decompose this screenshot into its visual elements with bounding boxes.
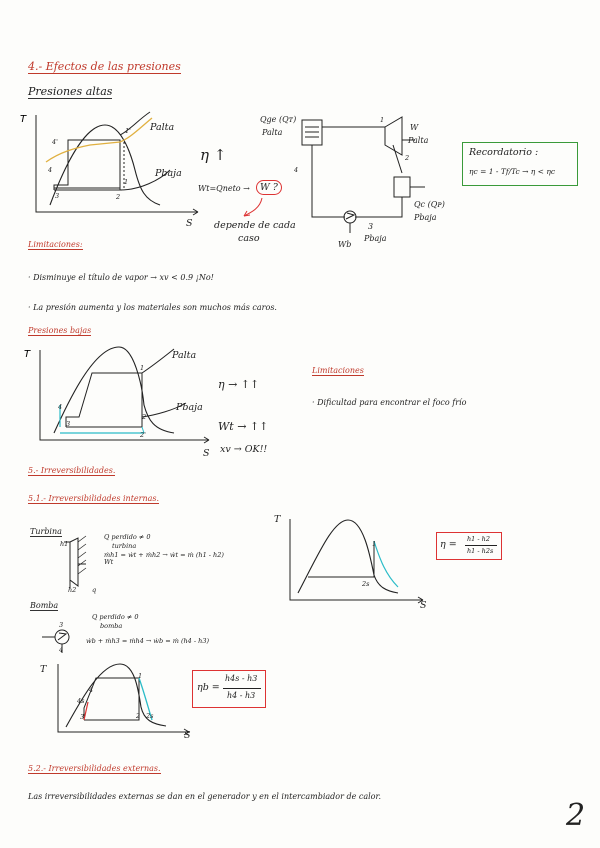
turbina-h1: h1 [60,540,69,548]
fig3-axis-s: S [420,600,427,611]
bomba-note2: bomba [100,622,123,630]
fig4-point-2: 2 [136,712,141,720]
turbina-w: Wt [104,558,114,566]
fig1-point-4: 4 [48,166,53,174]
pump-eta-den: h4 - h3 [227,691,256,700]
cycle-node-3: 3 [368,222,374,231]
cycle-wb-label: Wb [338,240,352,249]
fig1-point-1: 1 [124,178,129,186]
cycle-pbaja-bottom: Pbaja [364,234,387,243]
turbine-eta-symbol: η = [440,539,457,550]
pump-eta-num: h4s - h3 [225,674,258,683]
fig4-axis-s: S [184,730,191,741]
section-4-heading: 4.- Efectos de las presiones [28,60,181,73]
svg-text:T: T [24,349,31,360]
recordatorio-box [462,142,578,186]
turbina-note2: turbina [112,542,137,550]
limitaciones-heading: Limitaciones: [28,240,83,249]
fig4-point-1: 1 [138,672,143,680]
eta-up-text: η ↑ [200,146,227,164]
cycle-palta-right: Palta [408,136,429,145]
fig1-point-2: 2 [116,193,121,201]
turbine-eta-den: h1 - h2s [467,547,494,555]
bomba-label: Bomba [30,601,59,610]
turbina-q: q [92,586,97,594]
limitacion-2: · La presión aumenta y los materiales son muchos más caros. [28,303,277,312]
fig1-point-3: 3 [55,192,60,200]
cycle-qc-label: Qc (Qᴘ) [414,200,445,209]
bomba-node-3: 3 [59,621,64,629]
page-number: 2 [566,798,586,833]
fig4-point-3: 3 [80,713,85,721]
recordatorio-title: Recordatorio : [469,147,539,158]
section-52-text: Las irreversibilidades externas se dan en el generador y en el intercambiador de calor. [28,792,381,801]
turbina-label: Turbina [30,527,62,536]
fig1-axis-t: T [20,114,27,125]
cycle-node-1: 1 [380,116,385,124]
fig3-point-1: 1 [372,540,377,548]
fig2-palta-label: Palta [172,350,197,361]
fig3-point-2s: 2s [362,580,370,588]
fig2-point-2p: 2' [140,431,146,439]
fig2-pbaja-label: Pbaja [176,402,203,413]
fig2-point-1: 1 [140,364,145,372]
fig2-point-4: 4 [58,403,63,411]
turbina-note1: Q perdido ≠ 0 [104,533,151,541]
effect-wt: Wt → ↑↑ [218,420,269,433]
limitaciones-2-heading: Limitaciones [312,366,364,375]
fig1-pbaja-label: Pbaja [155,168,182,179]
fig4-axis-t: T [40,664,47,675]
cycle-node-2: 2 [405,154,410,162]
turbina-equation: ṁh1 = ẇt + ṁh2 → ẇt = ṁ (h1 - h2) [104,551,224,559]
section-5-heading: 5.- Irreversibilidades. [28,466,116,475]
section-51-heading: 5.1.- Irreversibilidades internas. [28,494,160,503]
turbina-h2: h2 [68,586,77,594]
fig2-point-3: 3 [66,420,71,428]
cycle-pbaja-right: Pbaja [414,213,437,222]
fig4-point-4: 4 [89,686,94,694]
cycle-w-label: W [410,123,419,132]
bomba-equation: ẇb + ṁh3 = ṁh4 → ẇb = ṁ (h4 - h3) [86,637,210,645]
ts-diagram-turbine [278,515,428,611]
limitacion-1: · Disminuye el título de vapor → xv < 0.9 ¡No! [28,273,214,282]
w-question-circle: W ? [256,180,282,195]
pump-eta-symbol: ηb = [197,682,220,693]
w-equals-qneto: Wt=Qneto → [198,184,250,193]
presiones-altas-heading: Presiones altas [28,85,113,98]
bomba-note1: Q perdido ≠ 0 [92,613,139,621]
bomba-node-4: 4 [59,646,64,654]
fig1-axis-s: S [186,218,193,229]
caso-text: caso [238,233,260,244]
fig2-axis-s: S [203,448,210,459]
depende-text: depende de cada [214,220,296,231]
cycle-node-4: 4 [294,166,299,174]
fig1-palta-label: Palta [150,122,175,133]
turbine-eta-num: h1 - h2 [467,535,490,543]
ts-diagram-low-pressure [24,345,224,455]
cycle-qgen-label: Qge (Qᴛ) [260,115,297,124]
effect-eta: η → ↑↑ [218,378,260,391]
fig3-axis-t: T [274,514,281,525]
fig1-point-4p: 4' [52,138,58,146]
arrow-to-depende [240,196,270,221]
cycle-palta-left: Palta [262,128,283,137]
ts-diagram-pump [44,662,194,742]
section-52-heading: 5.2.- Irreversibilidades externas. [28,764,161,773]
effect-xv: xv → OK!! [220,444,268,455]
limitaciones-2-text: · Dificultad para encontrar el foco frío [312,398,467,407]
fig2-point-2: 2 [142,413,147,421]
fig4-point-4s: 4s [77,697,85,705]
recordatorio-formula: ηc = 1 - Tf/Tc → η < ηc [469,167,556,176]
presiones-bajas-heading: Presiones bajas [28,326,92,335]
pump-efficiency-box [192,670,266,708]
fig4-point-2s: 2s [146,712,154,720]
turbine-efficiency-box [436,532,502,560]
fig1-point-1p: 1' [125,127,131,135]
